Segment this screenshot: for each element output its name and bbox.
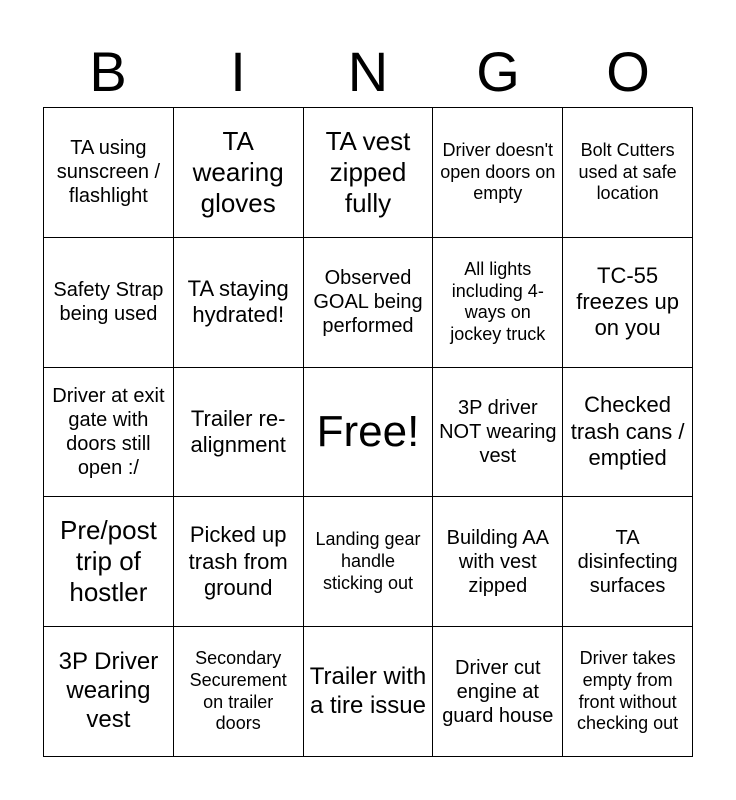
bingo-cell[interactable]: TA using sunscreen / flashlight [44, 108, 174, 238]
bingo-cell[interactable]: TA wearing gloves [174, 108, 304, 238]
header-letter-i: I [230, 40, 246, 103]
free-space[interactable]: Free! [304, 368, 434, 498]
bingo-cell[interactable]: Checked trash cans / emptied [563, 368, 693, 498]
bingo-cell[interactable]: TC-55 freezes up on you [563, 238, 693, 368]
bingo-header [43, 36, 693, 108]
bingo-grid [43, 107, 693, 757]
bingo-cell[interactable]: Observed GOAL being performed [304, 238, 434, 368]
bingo-cell[interactable]: Driver cut engine at guard house [433, 627, 563, 757]
bingo-cell[interactable]: Driver doesn't open doors on empty [433, 108, 563, 238]
bingo-cell[interactable]: Driver at exit gate with doors still open :/ [44, 368, 174, 498]
bingo-cell[interactable]: Picked up trash from ground [174, 497, 304, 627]
bingo-cell[interactable]: Building AA with vest zipped [433, 497, 563, 627]
bingo-cell[interactable]: 3P Driver wearing vest [44, 627, 174, 757]
bingo-cell[interactable]: All lights including 4-ways on jockey truck [433, 238, 563, 368]
bingo-cell[interactable]: Bolt Cutters used at safe location [563, 108, 693, 238]
bingo-cell[interactable]: Pre/post trip of hostler [44, 497, 174, 627]
bingo-cell[interactable]: Trailer re-alignment [174, 368, 304, 498]
bingo-cell[interactable]: TA disinfecting surfaces [563, 497, 693, 627]
bingo-cell[interactable]: Safety Strap being used [44, 238, 174, 368]
bingo-cell[interactable]: Trailer with a tire issue [304, 627, 434, 757]
bingo-cell[interactable]: TA vest zipped fully [304, 108, 434, 238]
header-letter-b: B [89, 40, 127, 103]
bingo-cell[interactable]: Landing gear handle sticking out [304, 497, 434, 627]
bingo-cell[interactable]: TA staying hydrated! [174, 238, 304, 368]
header-letter-n: N [347, 40, 389, 103]
bingo-cell[interactable]: Secondary Securement on trailer doors [174, 627, 304, 757]
bingo-cell[interactable]: Driver takes empty from front without checking out [563, 627, 693, 757]
header-letter-o: O [606, 40, 650, 103]
header-letter-g: G [476, 40, 520, 103]
bingo-cell[interactable]: 3P driver NOT wearing vest [433, 368, 563, 498]
